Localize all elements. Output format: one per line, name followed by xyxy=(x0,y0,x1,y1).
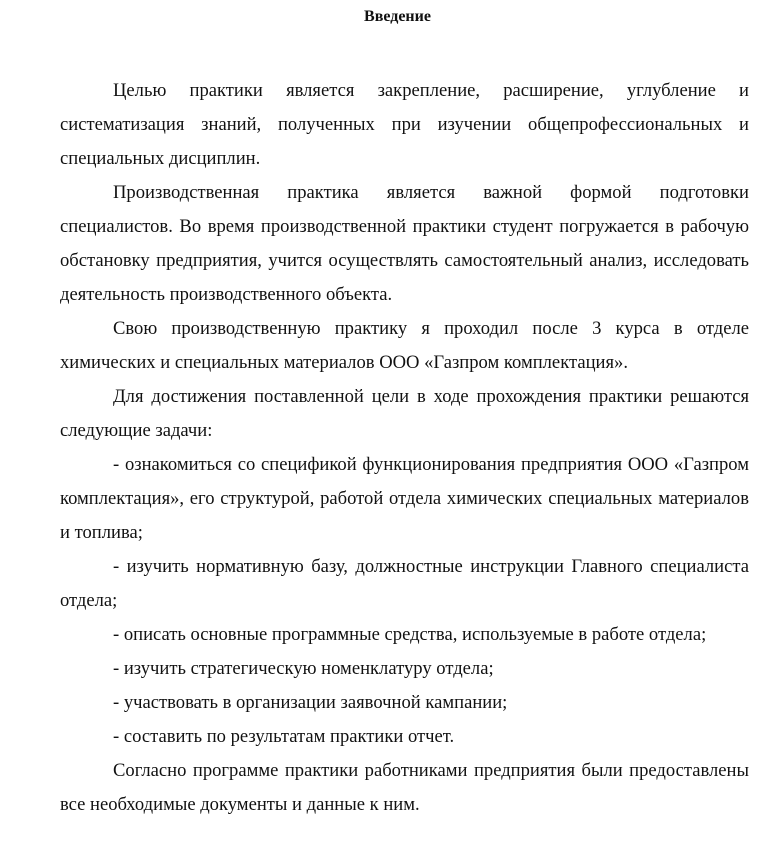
task-item: - изучить нормативную базу, должностные инструкции Главного специалиста отдела; xyxy=(60,556,749,611)
document-body xyxy=(60,74,749,822)
task-item: - описать основные программные средства, используемые в работе отдела; xyxy=(113,624,707,645)
task-item: - ознакомиться со спецификой функционирования предприятия ООО «Газпром комплектация», его структурой, работой отдела химических специальных материалов и топлива; xyxy=(60,454,749,543)
paragraph-purpose: Целью практики является закрепление, расширение, углубление и систематизация знаний, полученных при изучении общепрофессиональных и специальных дисциплин. xyxy=(60,80,749,169)
task-item: - участвовать в организации заявочной кампании; xyxy=(113,692,508,713)
paragraph-tasks-intro: Для достижения поставленной цели в ходе прохождения практики решаются следующие задачи: xyxy=(60,386,749,441)
task-item: - составить по результатам практики отчет. xyxy=(113,726,455,747)
paragraph-importance: Производственная практика является важной формой подготовки специалистов. Во время производственной практики студент погружается в рабочую обстановку предприятия, учится осуществлять самостоятельный анализ, исследовать деятельность производственного объекта. xyxy=(60,182,749,305)
page-title: Введение xyxy=(364,8,431,25)
paragraph-location: Свою производственную практику я проходил после 3 курса в отделе химических и специальных материалов ООО «Газпром комплектация». xyxy=(60,318,749,373)
task-item: - изучить стратегическую номенклатуру отдела; xyxy=(113,658,494,679)
paragraph-conclusion: Согласно программе практики работниками предприятия были предоставлены все необходимые документы и данные к ним. xyxy=(60,760,749,815)
